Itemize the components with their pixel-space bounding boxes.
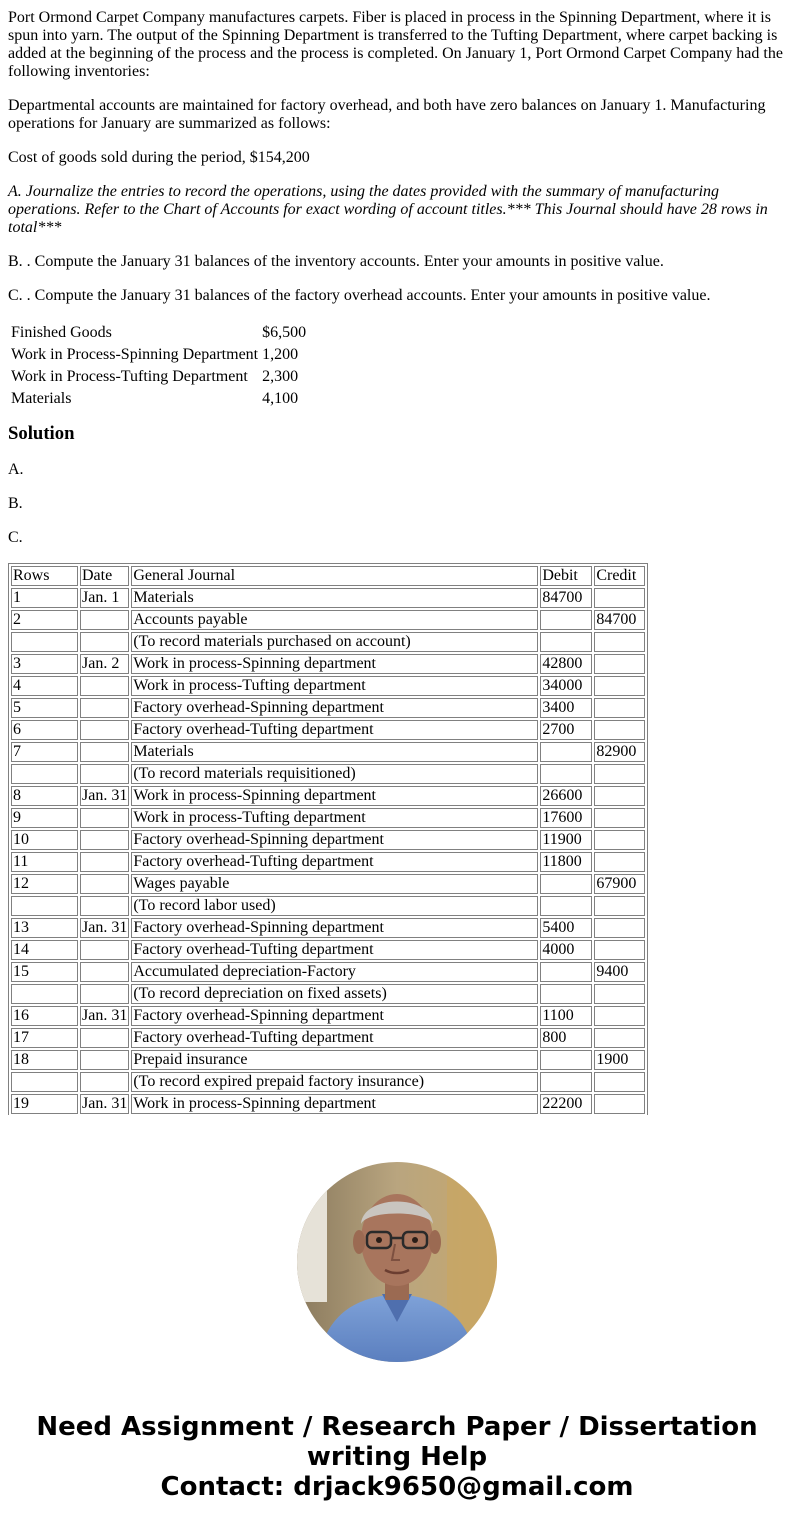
inventory-value: $6,500 [262, 324, 307, 341]
promo-contact: Contact: drjack9650@gmail.com [160, 1472, 634, 1502]
header-date: Date [80, 566, 129, 586]
journal-cell-row: 8 [11, 786, 78, 806]
journal-cell-account: Prepaid insurance [131, 1050, 538, 1070]
journal-row [11, 698, 645, 718]
journal-cell-debit: 3400 [540, 698, 592, 718]
journal-cell-debit [540, 984, 592, 1004]
journal-cell-row: 1 [11, 588, 78, 608]
journal-row [11, 984, 645, 1004]
journal-cell-credit [594, 1094, 645, 1114]
journal-cell-debit [540, 610, 592, 630]
journal-cell-credit [594, 1028, 645, 1048]
journal-cell-date: Jan. 1 [80, 588, 129, 608]
journal-row [11, 1050, 645, 1070]
inventory-value: 1,200 [262, 346, 299, 363]
header-rows: Rows [11, 566, 78, 586]
journal-cell-account: Work in process-Spinning department [131, 786, 538, 806]
inventory-label: Finished Goods [11, 324, 112, 341]
journal-cell-credit [594, 984, 645, 1004]
journal-cell-row: 3 [11, 654, 78, 674]
journal-cell-date: Jan. 31 [82, 1007, 128, 1024]
journal-cell-debit: 5400 [540, 918, 592, 938]
journal-cell-date: Jan. 31 [82, 787, 128, 804]
author-avatar [297, 1162, 497, 1362]
journal-cell-credit [594, 940, 645, 960]
journal-cell-row [11, 764, 78, 784]
journal-cell-date [80, 676, 129, 696]
journal-cell-debit: 17600 [540, 808, 592, 828]
journal-cell-date [80, 632, 129, 652]
journal-cell-account: Factory overhead-Spinning department [131, 830, 538, 850]
journal-row [11, 742, 645, 762]
journal-cell-date [80, 874, 129, 894]
journal-cell-account: Wages payable [131, 874, 538, 894]
header-general-journal: General Journal [131, 566, 538, 586]
solution-part-b: B. [8, 495, 23, 512]
journal-cell-account: Factory overhead-Spinning department [131, 918, 538, 938]
journal-cell-debit: 84700 [540, 588, 592, 608]
journal-cell-debit: 1100 [540, 1006, 592, 1026]
journal-cell-date [80, 1072, 129, 1092]
journal-cell-debit: 2700 [540, 720, 592, 740]
journal-cell-debit [540, 962, 592, 982]
journal-cell-date [80, 610, 129, 630]
question-cogs: Cost of goods sold during the period, $154,200 [8, 149, 310, 166]
journal-cell-row [11, 632, 78, 652]
page-content [0, 9, 794, 1115]
header-credit: Credit [594, 566, 645, 586]
journal-cell-row [11, 1072, 78, 1092]
journal-cell-date [80, 808, 129, 828]
inventory-label: Materials [11, 390, 72, 407]
journal-row [11, 808, 645, 828]
inventory-label: Work in Process-Tufting Department [11, 368, 248, 385]
journal-cell-date [80, 764, 129, 784]
journal-cell-row [11, 984, 78, 1004]
journal-cell-account: Accumulated depreciation-Factory [131, 962, 538, 982]
journal-cell-debit: 34000 [540, 676, 592, 696]
journal-cell-date [80, 830, 129, 850]
journal-cell-row: 7 [11, 742, 78, 762]
journal-row [11, 896, 645, 916]
journal-cell-account: Accounts payable [131, 610, 538, 630]
journal-cell-row: 15 [11, 962, 78, 982]
journal-cell-credit [594, 720, 645, 740]
inventory-value: 2,300 [262, 368, 299, 385]
journal-cell-date [80, 984, 129, 1004]
journal-cell-credit: 1900 [594, 1050, 645, 1070]
journal-cell-row: 4 [11, 676, 78, 696]
journal-row [11, 588, 645, 608]
journal-row [11, 610, 645, 630]
journal-cell-account: Materials [131, 588, 538, 608]
journal-cell-credit [594, 588, 645, 608]
journal-cell-date: Jan. 2 [80, 654, 129, 674]
journal-cell-account: (To record materials requisitioned) [131, 764, 538, 784]
journal-row [11, 1094, 645, 1114]
journal-row [11, 940, 645, 960]
journal-row [11, 654, 645, 674]
journal-cell-account: Work in process-Spinning department [131, 654, 538, 674]
journal-cell-account: Work in process-Tufting department [131, 808, 538, 828]
journal-cell-row: 2 [11, 610, 78, 630]
journal-cell-credit [594, 830, 645, 850]
journal-row [11, 918, 645, 938]
journal-row [11, 764, 645, 784]
journal-cell-debit [540, 874, 592, 894]
journal-cell-credit: 67900 [594, 874, 645, 894]
journal-row [11, 874, 645, 894]
journal-cell-date [80, 720, 129, 740]
journal-row [11, 720, 645, 740]
journal-cell-debit [540, 742, 592, 762]
journal-cell-credit: 9400 [594, 962, 645, 982]
journal-cell-credit [594, 698, 645, 718]
inventory-table [8, 321, 309, 411]
journal-cell-row: 11 [11, 852, 78, 872]
journal-cell-account: Factory overhead-Spinning department [131, 1006, 538, 1026]
journal-cell-row [11, 896, 78, 916]
journal-cell-date [80, 940, 129, 960]
journal-cell-credit [594, 632, 645, 652]
journal-cell-account: Work in process-Spinning department [131, 1094, 538, 1114]
journal-row [11, 830, 645, 850]
journal-row [11, 852, 645, 872]
journal-cell-debit: 22200 [540, 1094, 592, 1114]
promo-banner [0, 1412, 794, 1502]
journal-cell-debit: 4000 [540, 940, 592, 960]
solution-heading: Solution [8, 423, 75, 444]
journal-cell-debit: 11900 [540, 830, 592, 850]
solution-part-c: C. [8, 529, 23, 546]
journal-cell-credit [594, 786, 645, 806]
journal-cell-row: 5 [11, 698, 78, 718]
journal-cell-credit [594, 1072, 645, 1092]
journal-cell-date [80, 962, 129, 982]
inventory-value: 4,100 [262, 390, 299, 407]
journal-cell-date: Jan. 31 [82, 1095, 128, 1112]
journal-cell-account: Factory overhead-Spinning department [131, 698, 538, 718]
journal-row [11, 1072, 645, 1092]
question-part-c: C. . Compute the January 31 balances of the factory overhead accounts. Enter your amounts in positive value. [8, 287, 711, 304]
journal-cell-account: (To record expired prepaid factory insurance) [131, 1072, 538, 1092]
journal-cell-credit [594, 808, 645, 828]
journal-cell-account: Factory overhead-Tufting department [131, 1028, 538, 1048]
journal-cell-debit: 800 [540, 1028, 592, 1048]
journal-cell-account: Work in process-Tufting department [131, 676, 538, 696]
journal-cell-account: (To record labor used) [131, 896, 538, 916]
journal-cell-account: Factory overhead-Tufting department [131, 940, 538, 960]
journal-cell-row: 13 [11, 918, 78, 938]
journal-cell-row: 19 [11, 1094, 78, 1114]
journal-cell-debit: 26600 [540, 786, 592, 806]
journal-cell-credit [594, 654, 645, 674]
journal-cell-debit [540, 764, 592, 784]
inventory-row [10, 345, 307, 365]
journal-cell-credit [594, 676, 645, 696]
journal-cell-debit [540, 1050, 592, 1070]
journal-clip [8, 563, 786, 1115]
journal-cell-row: 16 [11, 1006, 78, 1026]
journal-cell-date: Jan. 31 [82, 919, 128, 936]
journal-cell-date [80, 1028, 129, 1048]
journal-cell-date [80, 1050, 129, 1070]
journal-cell-account: Factory overhead-Tufting department [131, 720, 538, 740]
journal-cell-row: 10 [11, 830, 78, 850]
journal-cell-debit: 42800 [540, 654, 592, 674]
journal-cell-credit [594, 852, 645, 872]
journal-cell-debit [540, 632, 592, 652]
journal-cell-account: Materials [131, 742, 538, 762]
journal-body [11, 588, 645, 1114]
journal-cell-date [80, 742, 129, 762]
journal-row [11, 1028, 645, 1048]
journal-cell-debit [540, 896, 592, 916]
question-overhead-note: Departmental accounts are maintained for factory overhead, and both have zero balances on January 1. Manufacturing operations for January are summarized as follows: [8, 97, 766, 132]
general-journal-table [8, 563, 648, 1115]
journal-cell-credit [594, 918, 645, 938]
header-debit: Debit [540, 566, 592, 586]
journal-cell-credit [594, 896, 645, 916]
promo-line-1: Need Assignment / Research Paper / Dissertation [36, 1412, 758, 1442]
inventory-row [10, 367, 307, 387]
journal-cell-date [80, 896, 129, 916]
journal-row [11, 632, 645, 652]
inventory-label: Work in Process-Spinning Department [11, 346, 259, 363]
journal-cell-debit: 11800 [540, 852, 592, 872]
journal-cell-credit [594, 764, 645, 784]
promo-line-2: writing Help [306, 1442, 488, 1472]
solution-part-a: A. [8, 461, 24, 478]
journal-cell-credit: 84700 [594, 610, 645, 630]
question-intro: Port Ormond Carpet Company manufactures carpets. Fiber is placed in process in the Spinning Department, where it is spun into yarn. The output of the Spinning Department is transferred to the Tufting Department, where carpet backing is added at the beginning of the process and the process is completed. On January 1, Port Ormond Carpet Company had the following inventories: [8, 9, 783, 80]
journal-cell-row: 6 [11, 720, 78, 740]
inventory-row [10, 389, 307, 409]
inventory-row [10, 323, 307, 343]
question-part-b: B. . Compute the January 31 balances of the inventory accounts. Enter your amounts in positive value. [8, 253, 664, 270]
question-part-a: A. Journalize the entries to record the operations, using the dates provided with the summary of manufacturing operations. Refer to the Chart of Accounts for exact wording of account titles.*** This Journal should have 28 rows in total*** [8, 183, 768, 236]
journal-cell-row: 12 [11, 874, 78, 894]
journal-cell-account: (To record depreciation on fixed assets) [131, 984, 538, 1004]
journal-cell-account: (To record materials purchased on account) [131, 632, 538, 652]
journal-cell-credit [594, 1006, 645, 1026]
journal-header-row [11, 566, 645, 586]
journal-row [11, 962, 645, 982]
journal-cell-row: 17 [11, 1028, 78, 1048]
journal-cell-date [80, 698, 129, 718]
journal-cell-credit: 82900 [594, 742, 645, 762]
journal-cell-account: Factory overhead-Tufting department [131, 852, 538, 872]
journal-cell-date [80, 852, 129, 872]
journal-cell-debit [540, 1072, 592, 1092]
journal-cell-row: 14 [11, 940, 78, 960]
avatar-photo-icon [297, 1162, 497, 1362]
journal-row [11, 786, 645, 806]
journal-cell-row: 18 [11, 1050, 78, 1070]
journal-row [11, 1006, 645, 1026]
journal-cell-row: 9 [11, 808, 78, 828]
journal-row [11, 676, 645, 696]
